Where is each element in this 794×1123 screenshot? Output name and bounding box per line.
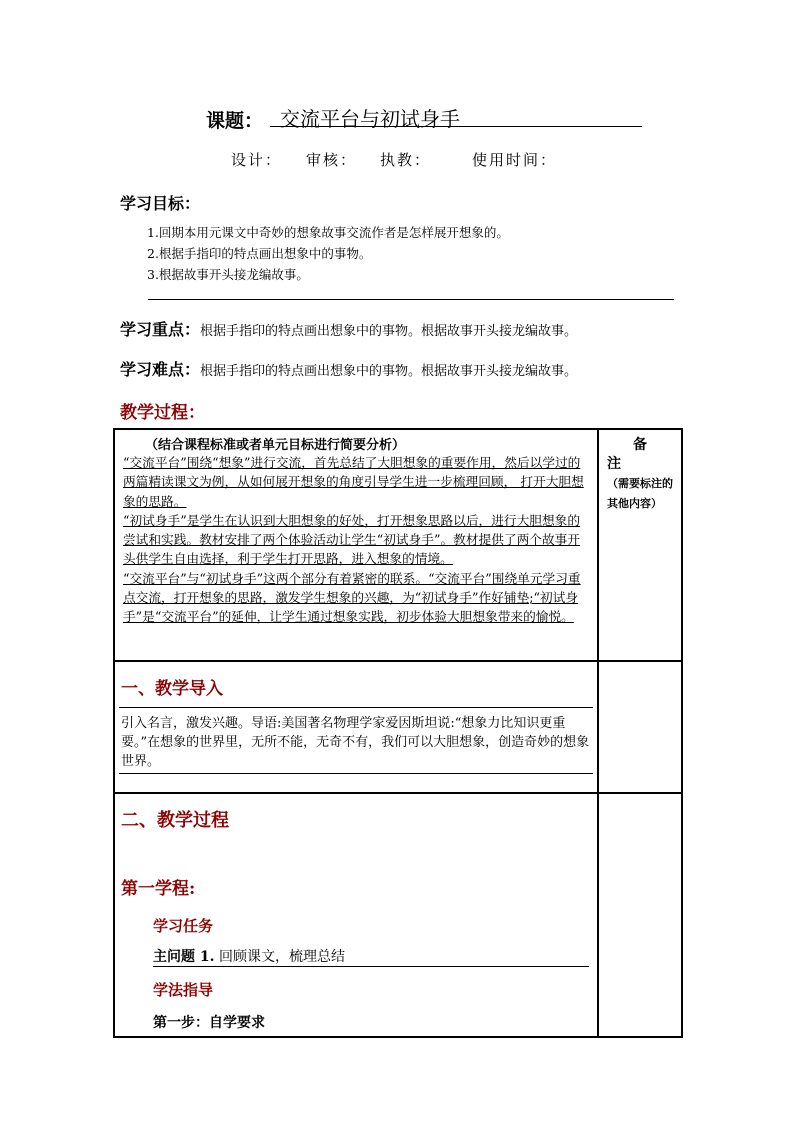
review-label: 审核： [306,151,358,169]
design-label: 设计： [231,151,283,169]
process-notes-cell [598,793,682,1037]
intro-cell [114,661,598,793]
analysis-cell [114,429,598,661]
first-stage: 第一学程: [121,879,196,899]
use-time-label: 使用时间： [472,151,558,169]
goals-heading: 学习目标： [120,194,201,213]
topic-row [153,946,589,967]
goals-divider [148,299,674,300]
goal-item-1: 1.回期本用元课文中奇妙的想象故事交流作者是怎样展开想象的。 [147,225,509,240]
intro-title: 一、教学导入 [121,679,223,699]
topic-label: 主问题 1. [153,949,215,965]
intro-text: 引入名言，激发兴趣。导语:美国著名物理学家爱因斯坦说:“想象力比知识更重要。”在想象的世界里，无所不能，无奇不有，我们可以大胆想象，创造奇妙的想象世界。 [121,716,590,769]
topic-text: 回顾课文，梳理总结 [218,949,345,965]
process-heading: 教学过程： [120,403,205,423]
process-title: 二、教学过程 [121,810,229,831]
notes-subtitle: （需要标注的其他内容） [607,477,673,510]
key-point-label: 学习重点： [120,320,201,339]
goal-item-2: 2.根据手指印的特点画出想象中的事物。 [147,246,372,261]
process-cell [114,793,598,1037]
difficulty-label: 学习难点： [120,360,201,379]
analysis-para-2: “初试身手”是学生在认识到大胆想象的好处，打开想象思路以后，进行大胆想象的尝试和实践。教材安排了两个体验活动让学生“初试身手”。教材提供了两个故事开头供学生自由选择，利于学生打开思路，进入想象的情境。 [123,512,581,567]
task-label: 学习任务 [153,917,214,935]
goal-item-3: 3.根据故事开头接龙编故事。 [147,267,309,282]
difficulty-text: 根据手指印的特点画出想象中的事物。根据故事开头接龙编故事。 [200,364,578,379]
notes-title-2: 注 [607,456,621,472]
key-point-row [120,317,577,340]
notes-cell [598,429,682,661]
step-one: 第一步：自学要求 [153,1015,265,1031]
notes-title-1: 备 [633,437,647,453]
method-label: 学法指导 [153,981,214,999]
analysis-para-1: “交流平台”围绕“想象”进行交流，首先总结了大胆想象的重要作用，然后以学过的两篇精读课文为例，从如何展开想象的角度引导学生进一步梳理回顾， 打开大胆想象的思路。 [123,455,584,509]
intro-notes-cell [598,661,682,793]
analysis-heading: （结合课程标准或者单元目标进行简要分析） [145,438,406,453]
title-label: 课题： [206,110,264,132]
lesson-table [113,428,683,1038]
analysis-body [115,453,597,631]
key-point-text: 根据手指印的特点画出想象中的事物。根据故事开头接龙编故事。 [200,324,578,339]
lesson-title: 交流平台与初试身手 [270,103,642,127]
analysis-para-3: “交流平台”与“初试身手”这两个部分有着紧密的联系。“交流平台”围绕单元学习重点交流，打开想象的思路，激发学生想象的兴趣，为“初试身手”作好铺垫;“初试身手”是“交流平台”的延伸，让学生通过想象实践，初步体验大胆想象带来的愉悦。 [123,570,581,625]
difficulty-row [120,357,577,380]
teach-label: 执教： [380,151,432,169]
